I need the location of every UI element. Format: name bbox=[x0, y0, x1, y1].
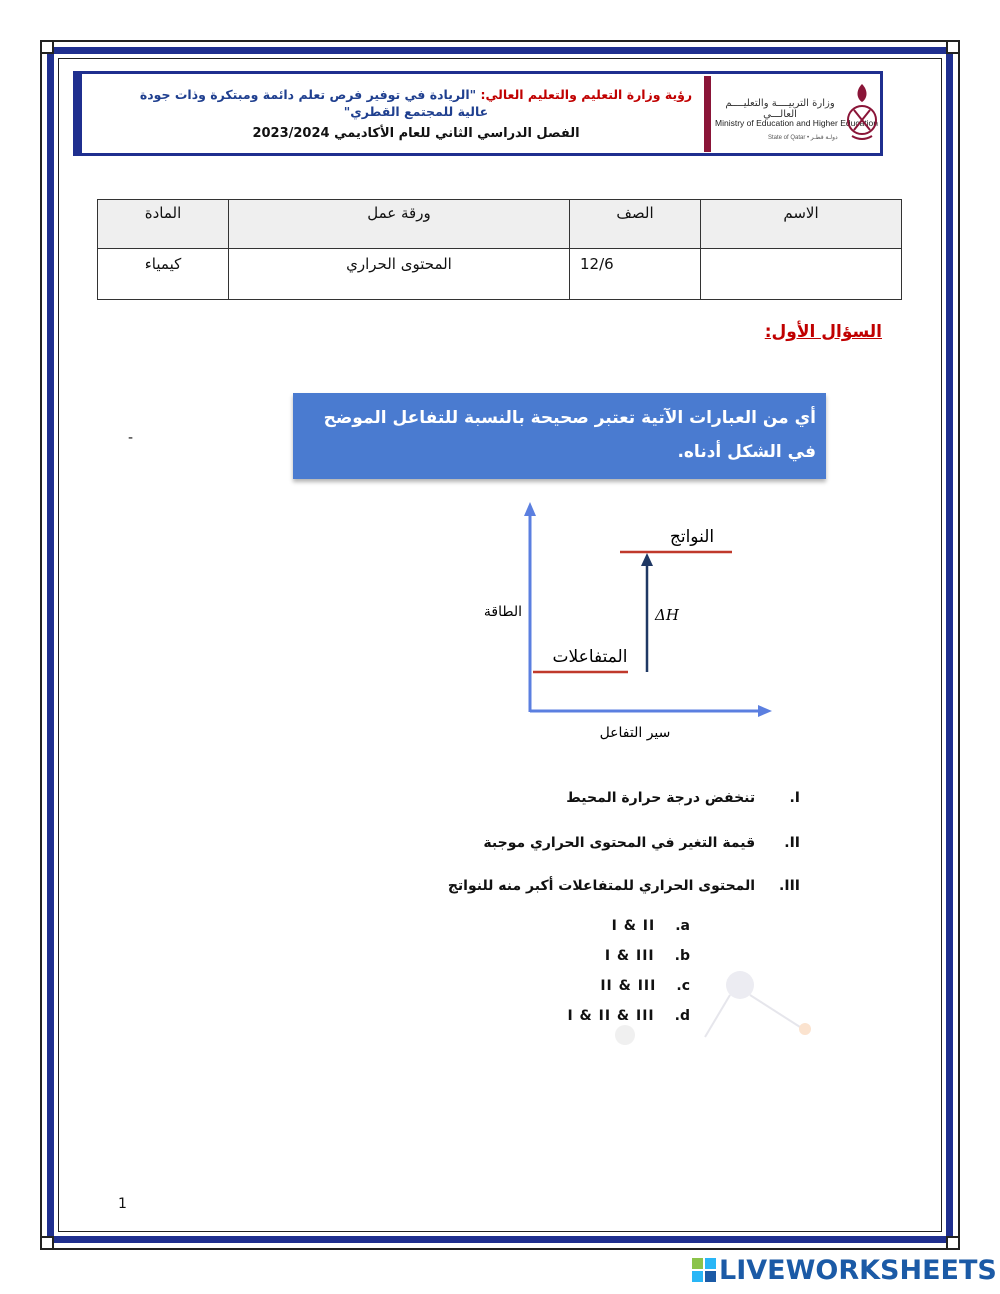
question-prompt-box bbox=[293, 393, 826, 479]
statement-item bbox=[380, 790, 800, 806]
header-subject: المادة bbox=[98, 200, 229, 249]
statement-number: II. bbox=[784, 835, 800, 851]
faded-decoration bbox=[600, 965, 820, 1045]
vision-label: رؤية وزارة التعليم والتعليم العالي: bbox=[480, 87, 693, 102]
frame-corner bbox=[40, 1236, 54, 1250]
worksheet-topic: المحتوى الحراري bbox=[229, 249, 570, 300]
question-title: السؤال الأول: bbox=[764, 322, 882, 342]
choice-a[interactable] bbox=[612, 918, 690, 934]
choice-b[interactable] bbox=[605, 948, 690, 964]
y-axis-label: الطاقة bbox=[483, 604, 522, 620]
energy-level-label: المتفاعلات bbox=[552, 647, 628, 667]
liveworksheets-wordmark: LIVEWORKSHEETS bbox=[719, 1254, 997, 1286]
choice-c[interactable] bbox=[600, 978, 690, 994]
question-prompt: أي من العبارات الآتية تعتبر صحيحة بالنسبة للتفاعل الموضح في الشكل أدناه. bbox=[323, 408, 816, 462]
class-value: 12/6 bbox=[570, 249, 701, 300]
delta-h-arrowhead bbox=[641, 553, 653, 566]
header-worksheet: ورقة عمل bbox=[229, 200, 570, 249]
frame-corner bbox=[40, 40, 54, 54]
header-banner bbox=[73, 71, 883, 156]
qatar-emblem-icon bbox=[846, 80, 878, 146]
logo-state-text: State of Qatar • دولـة قطـر bbox=[768, 135, 838, 141]
dash-mark: - bbox=[128, 430, 134, 446]
x-axis-label: سير التفاعل bbox=[599, 725, 671, 741]
student-name-field[interactable] bbox=[701, 249, 902, 300]
semester-title: الفصل الدراسي الثاني للعام الأكاديمي 2023/2024 bbox=[252, 126, 580, 141]
subject-value: كيمياء bbox=[98, 249, 229, 300]
liveworksheets-logo-icon bbox=[691, 1257, 717, 1283]
choice-letter: a. bbox=[675, 918, 690, 934]
statement-number: III. bbox=[779, 878, 800, 894]
header-name: الاسم bbox=[701, 200, 902, 249]
statement-text: قيمة التغير في المحتوى الحراري موجبة bbox=[483, 835, 756, 851]
choice-value: I & III bbox=[604, 948, 655, 964]
page-number: 1 bbox=[118, 1196, 127, 1212]
statement-item bbox=[380, 878, 800, 894]
choice-letter: c. bbox=[676, 978, 690, 994]
logo-english-text: Ministry of Education and Higher Education bbox=[715, 118, 879, 128]
statement-number: I. bbox=[789, 790, 800, 806]
ministry-logo bbox=[713, 76, 881, 152]
delta-h-label: ΔH bbox=[655, 606, 679, 624]
vision-statement bbox=[136, 86, 696, 120]
logo-arabic-text: وزارة التربيــــة والتعليــــم العالـــي bbox=[725, 98, 835, 120]
choice-letter: d. bbox=[674, 1008, 690, 1024]
header-divider bbox=[704, 76, 711, 152]
choice-value: I & II & III bbox=[567, 1008, 655, 1024]
student-info-table bbox=[97, 199, 902, 300]
x-axis-arrowhead bbox=[758, 705, 772, 717]
energy-diagram bbox=[470, 500, 790, 750]
frame-corner bbox=[946, 1236, 960, 1250]
choice-d[interactable] bbox=[567, 1008, 690, 1024]
frame-corner bbox=[946, 40, 960, 54]
statement-item bbox=[380, 835, 800, 851]
choice-value: I & II bbox=[611, 918, 656, 934]
energy-level-label: النواتج bbox=[669, 527, 715, 547]
statement-text: المحتوى الحراري للمتفاعلات أكبر منه للنواتج bbox=[447, 878, 756, 894]
y-axis-arrowhead bbox=[524, 502, 536, 516]
statement-text: تنخفض درجة حرارة المحيط bbox=[566, 790, 756, 806]
choice-letter: b. bbox=[674, 948, 690, 964]
vision-text: "الريادة في توفير فرص تعلم دائمة ومبتكرة وذات جودة عالية للمجتمع القطري" bbox=[139, 87, 489, 119]
header-left-bar bbox=[76, 72, 82, 156]
liveworksheets-brand[interactable] bbox=[691, 1255, 997, 1285]
header-class: الصف bbox=[570, 200, 701, 249]
choice-value: II & III bbox=[600, 978, 657, 994]
